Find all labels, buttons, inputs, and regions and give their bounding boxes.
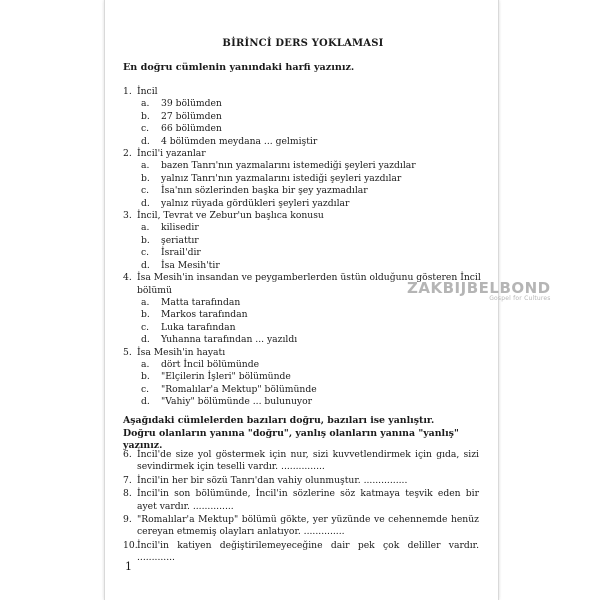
question-item (123, 210, 483, 222)
option-text: yalnız Tanrı'nın yazmalarını istediği şeyleri yazdılar (161, 172, 402, 184)
question-text: İncil, Tevrat ve Zebur'un başlıca konusu (137, 210, 324, 222)
document-page (104, 0, 551, 600)
question-text: İncil'i yazanlar (137, 148, 206, 160)
option-letter: a. (141, 296, 150, 308)
answer-option (123, 160, 483, 172)
watermark-brand: ZAKBIJBELBOND (407, 279, 551, 297)
option-letter: d. (141, 197, 150, 209)
instruction-true-false (123, 415, 483, 453)
option-text: "Romalılar'a Mektup" bölümünde (161, 383, 317, 395)
option-text: yalnız rüyada gördükleri şeyleri yazdılar (161, 197, 350, 209)
option-letter: b. (141, 309, 150, 321)
option-letter: c. (141, 383, 150, 395)
statement-number: 7. (123, 474, 132, 486)
answer-option (123, 222, 483, 234)
option-text: 39 bölümden (161, 98, 222, 110)
option-text: 66 bölümden (161, 123, 222, 135)
statement-item (123, 449, 479, 474)
question-number: 5. (123, 346, 132, 358)
watermark-logo (407, 279, 551, 302)
question-item (123, 86, 483, 98)
option-letter: b. (141, 371, 150, 383)
option-letter: d. (141, 334, 150, 346)
statement-item (123, 488, 479, 513)
option-text: dört İncil bölümünde (161, 358, 260, 370)
answer-option (123, 247, 483, 259)
question-item (123, 347, 483, 359)
statement-number: 9. (123, 514, 132, 526)
page-title: BİRİNCİ DERS YOKLAMASI (222, 38, 384, 49)
statement-list (123, 449, 479, 566)
statement-number: 8. (123, 488, 132, 500)
option-text: Markos tarafından (161, 309, 248, 321)
statement-item (123, 475, 479, 487)
question-text: İsa Mesih'in insandan ve peygamberlerden üstün olduğunu gösteren İncil bölümü (137, 272, 481, 296)
statement-text: İncil'in her bir sözü Tanrı'dan vahiy olunmuştur. ............... (137, 474, 408, 486)
instruction-true-false-line-1: Aşağıdaki cümlelerden bazıları doğru, bazıları ise yanlıştır. (123, 415, 435, 426)
statement-text: İncil'de size yol göstermek için nur, sizi kuvvetlendirmek için gıda, sizi sevindirmek için teselli vardır. ............... (137, 449, 479, 473)
option-text: "Elçilerin İşleri" bölümünde (161, 371, 291, 383)
statement-text: "Romalılar'a Mektup" bölümü gökte, yer yüzünde ve cehennemde henüz cereyan etmemiş olayları anlatıyor. .............. (137, 514, 479, 538)
answer-option (123, 371, 483, 383)
answer-option (123, 98, 483, 110)
option-letter: c. (141, 123, 150, 135)
answer-option (123, 198, 483, 210)
statement-number: 10. (123, 539, 138, 551)
option-letter: a. (141, 358, 150, 370)
statement-number: 6. (123, 449, 132, 460)
answer-option (123, 322, 483, 334)
option-letter: c. (141, 185, 150, 197)
option-letter: d. (141, 135, 150, 147)
answer-option (123, 185, 483, 197)
statement-item (123, 540, 479, 565)
option-text: 27 bölümden (161, 110, 222, 122)
question-item (123, 148, 483, 160)
answer-option (123, 111, 483, 123)
option-text: şeriattır (161, 234, 199, 246)
statement-item (123, 514, 479, 539)
option-text: kilisedir (161, 222, 199, 234)
question-list (123, 86, 483, 409)
question-number: 1. (123, 86, 132, 97)
option-text: İsa Mesih'tir (161, 259, 220, 271)
option-text: Luka tarafından (161, 321, 236, 333)
question-text: İncil (137, 86, 158, 97)
option-letter: a. (141, 98, 150, 110)
answer-option (123, 359, 483, 371)
answer-option (123, 334, 483, 346)
option-letter: c. (141, 247, 150, 259)
option-text: Yuhanna tarafından ... yazıldı (161, 334, 298, 346)
option-letter: c. (141, 321, 150, 333)
option-letter: b. (141, 234, 150, 246)
question-number: 2. (123, 148, 132, 160)
question-number: 3. (123, 210, 132, 222)
statement-text: İncil'in katiyen değiştirilemeyeceğine dair pek çok deliller vardır. ............. (137, 539, 479, 564)
answer-option (123, 396, 483, 408)
page-number: 1 (125, 560, 132, 573)
answer-option (123, 260, 483, 272)
option-letter: a. (141, 222, 150, 234)
option-letter: b. (141, 172, 150, 184)
watermark-tagline: Gospel for Cultures (489, 295, 551, 302)
option-letter: b. (141, 110, 150, 122)
option-text: İsrail'dir (161, 247, 201, 259)
option-letter: d. (141, 396, 150, 408)
question-text: İsa Mesih'in hayatı (137, 346, 226, 358)
answer-option (123, 309, 483, 321)
option-text: 4 bölümden meydana ... gelmiştir (161, 135, 318, 147)
answer-option (123, 235, 483, 247)
answer-option (123, 173, 483, 185)
option-text: İsa'nın sözlerinden başka bir şey yazmadılar (161, 185, 368, 197)
answer-option (123, 384, 483, 396)
option-text: Matta tarafından (161, 296, 241, 308)
answer-option (123, 136, 483, 148)
instruction-true-false-line-2: Doğru olanların yanına "doğru", yanlış olanların yanına "yanlış" yazınız. (123, 427, 459, 452)
option-letter: d. (141, 259, 150, 271)
option-letter: a. (141, 160, 150, 172)
option-text: "Vahiy" bölümünde ... bulunuyor (161, 396, 313, 408)
instruction-multiple-choice: En doğru cümlenin yanındaki harfi yazınız. (123, 62, 355, 73)
answer-option (123, 123, 483, 135)
option-text: bazen Tanrı'nın yazmalarını istemediği şeyleri yazdılar (161, 160, 416, 172)
question-number: 4. (123, 272, 132, 284)
statement-text: İncil'in son bölümünde, İncil'in sözlerine söz katmaya teşvik eden bir ayet vardır. .............. (137, 488, 479, 512)
